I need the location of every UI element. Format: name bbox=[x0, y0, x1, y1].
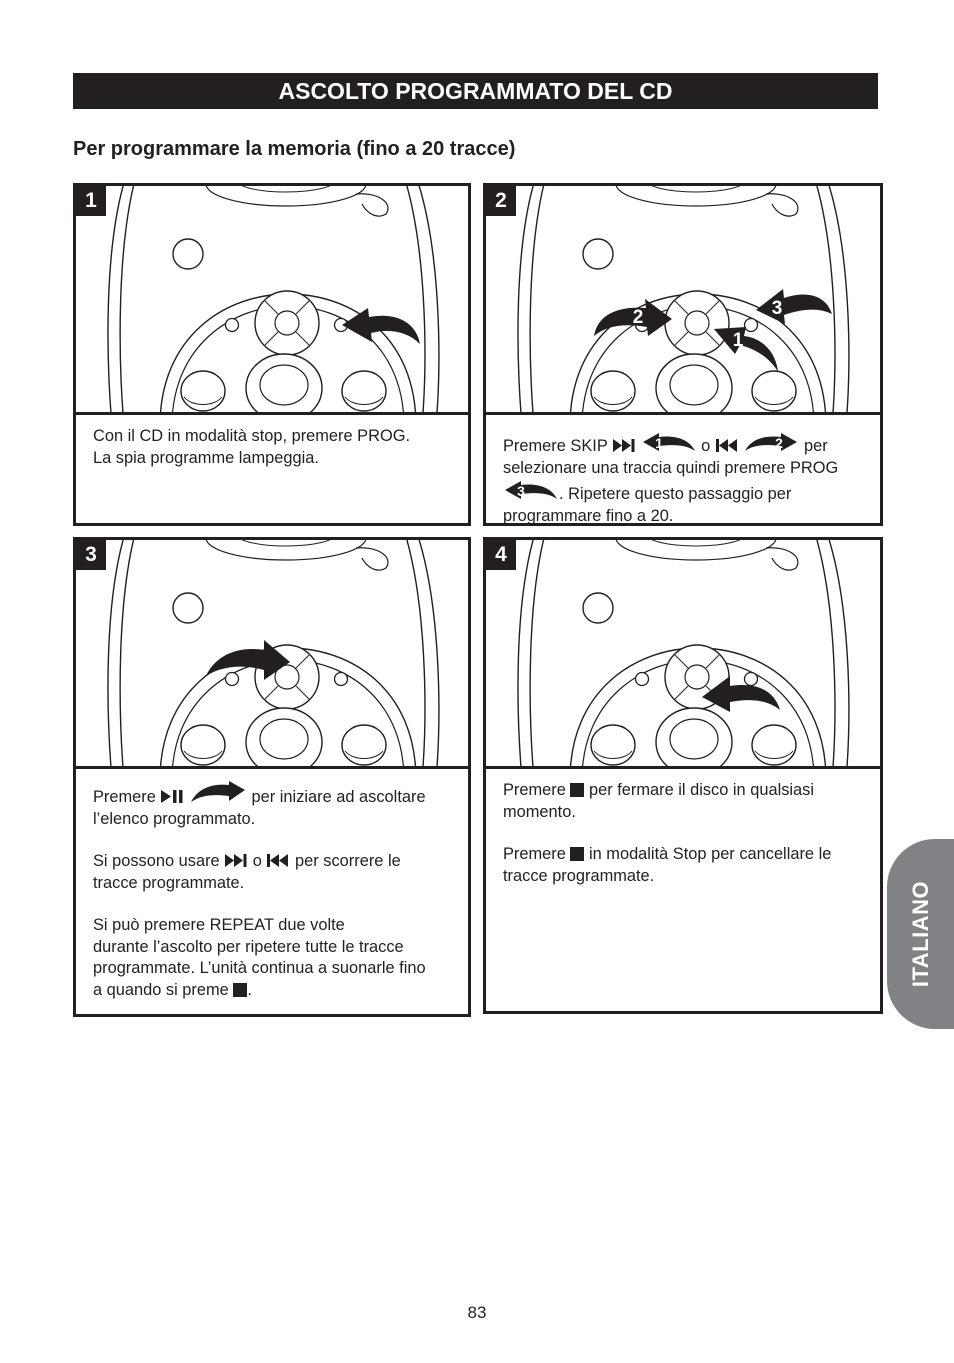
step-number: 2 bbox=[486, 186, 516, 216]
callout-1: 1 bbox=[732, 330, 744, 351]
arrow-icon bbox=[503, 479, 559, 501]
text-line: 3 . Ripetere questo passaggio per bbox=[503, 479, 870, 506]
section-subtitle: Per programmare la memoria (fino a 20 tracce) bbox=[73, 138, 516, 160]
skip-back-icon bbox=[715, 438, 739, 453]
step-1-text bbox=[93, 426, 458, 469]
arrow-icon bbox=[415, 308, 468, 346]
stop-icon bbox=[570, 847, 584, 861]
arrow-icon bbox=[189, 780, 247, 804]
text-line: Con il CD in modalità stop, premere PROG. bbox=[93, 427, 411, 445]
step-panel-2 bbox=[483, 183, 883, 526]
step-panel-1 bbox=[73, 183, 471, 526]
svg-text:1: 1 bbox=[654, 435, 663, 451]
skip-back-icon bbox=[266, 853, 290, 868]
callout-2: 2 bbox=[632, 307, 644, 328]
page-title-bar bbox=[73, 73, 878, 109]
step-panel-3 bbox=[73, 537, 471, 1017]
svg-text:2: 2 bbox=[775, 435, 784, 451]
text-line: La spia programme lampeggia. bbox=[93, 448, 319, 467]
step-3-text: Premere per iniziare ad ascoltare l’elenco programmato. Si possono usare o per scorrere le tracce programmate. Si può premere REPEAT due volte durante l’ascolto per ripetere tutte le tracce programmate. L’unità continua a suonarle fino a quando si preme . bbox=[93, 780, 458, 1022]
skip-forward-icon bbox=[224, 853, 248, 868]
page-number: 83 bbox=[467, 1303, 487, 1322]
page-title: ASCOLTO PROGRAMMATO DEL CD bbox=[278, 78, 673, 104]
arrow-icon bbox=[743, 431, 799, 453]
step-panel-4 bbox=[483, 537, 883, 1014]
prog-arrow-icon bbox=[342, 308, 420, 344]
text-line: selezionare una traccia quindi premere PROG bbox=[503, 458, 839, 477]
language-tab-label: ITALIANO bbox=[907, 880, 933, 988]
text-line: programmare fino a 20. bbox=[503, 506, 674, 525]
step-number: 3 bbox=[76, 540, 106, 570]
step-4-text: Premere per fermare il disco in qualsiasi momento. Premere in modalità Stop per cancellare le tracce programmate. bbox=[503, 781, 832, 885]
arrow-1-icon bbox=[714, 327, 778, 372]
remote-illustration bbox=[486, 186, 880, 415]
stop-icon bbox=[570, 783, 584, 797]
play-pause-icon bbox=[160, 789, 184, 804]
svg-text:3: 3 bbox=[517, 483, 525, 499]
callout-3: 3 bbox=[771, 298, 783, 319]
arrow-icon bbox=[641, 431, 697, 453]
step-2-text bbox=[503, 431, 870, 527]
step-number: 4 bbox=[486, 540, 516, 570]
skip-forward-icon bbox=[612, 438, 636, 453]
remote-illustration bbox=[486, 540, 880, 769]
arrow-3-icon bbox=[756, 289, 832, 324]
remote-illustration bbox=[76, 186, 468, 415]
stop-icon bbox=[233, 983, 247, 997]
language-tab bbox=[887, 839, 954, 1029]
remote-illustration bbox=[76, 540, 468, 769]
step-number: 1 bbox=[76, 186, 106, 216]
text-line: Premere SKIP 1 o 2 per bbox=[503, 431, 870, 458]
